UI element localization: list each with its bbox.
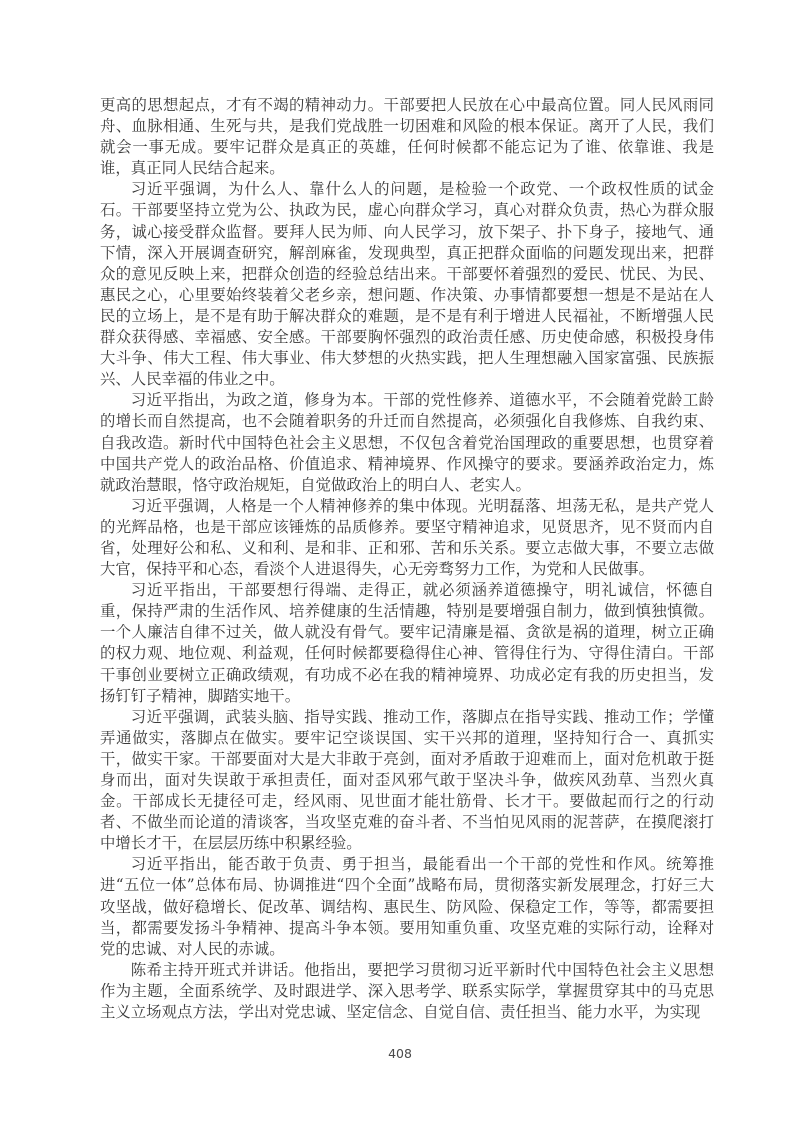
paragraph: 陈希主持开班式并讲话。他指出，要把学习贯彻习近平新时代中国特色社会主义思想作为主题，全面系统学、及时跟进学、深入思考学、联系实际学，掌握贯穿其中的马克思主义立场观点方法，学出对党忠诚、坚定信念、自觉自信、责任担当、能力水平，为实现 xyxy=(100,960,714,1022)
paragraph: 习近平指出，为政之道，修身为本。干部的党性修养、道德水平，不会随着党龄工龄的增长而自然提高，也不会随着职务的升迁而自然提高，必须强化自我修炼、自我约束、自我改造。新时代中国特色社会主义思想，不仅包含着党治国理政的重要思想，也贯穿着中国共产党人的政治品格、价值追求、精神境界、作风操守的要求。要涵养政治定力，炼就政治慧眼，恪守政治规矩，自觉做政治上的明白人、老实人。 xyxy=(100,391,714,494)
paragraph: 习近平强调，为什么人、靠什么人的问题，是检验一个政党、一个政权性质的试金石。干部要坚持立党为公、执政为民，虚心向群众学习，真心对群众负责，热心为群众服务，诚心接受群众监督。要拜人民为师、向人民学习，放下架子、扑下身子，接地气、通下情，深入开展调查研究，解剖麻雀，发现典型，真正把群众面临的问题发现出来，把群众的意见反映上来，把群众创造的经验总结出来。干部要怀着强烈的爱民、忧民、为民、惠民之心，心里要始终装着父老乡亲，想问题、作决策、办事情都要想一想是不是站在人民的立场上，是不是有助于解决群众的难题，是不是有利于增进人民福祉，不断增强人民群众获得感、幸福感、安全感。干部要胸怀强烈的政治责任感、历史使命感，积极投身伟大斗争、伟大工程、伟大事业、伟大梦想的火热实践，把人生理想融入国家富强、民族振兴、人民幸福的伟业之中。 xyxy=(100,180,714,389)
paragraph: 习近平强调，武装头脑、指导实践、推动工作，落脚点在指导实践、推动工作；学懂弄通做实，落脚点在做实。要牢记空谈误国、实干兴邦的道理，坚持知行合一、真抓实干，做实干家。干部要面对大是大非敢于亮剑，面对矛盾敢于迎难而上，面对危机敢于挺身而出，面对失误敢于承担责任，面对歪风邪气敢于坚决斗争，做疾风劲草、当烈火真金。干部成长无捷径可走，经风雨、见世面才能壮筋骨、长才干。要做起而行之的行动者、不做坐而论道的清谈客，当攻坚克难的奋斗者、不当怕见风雨的泥菩萨，在摸爬滚打中增长才干，在层层历练中积累经验。 xyxy=(100,707,714,853)
paragraph: 习近平指出，干部要想行得端、走得正，就必须涵养道德操守，明礼诚信，怀德自重，保持严肃的生活作风、培养健康的生活情趣，特别是要增强自制力，做到慎独慎微。一个人廉洁自律不过关，做人就没有骨气。要牢记清廉是福、贪欲是祸的道理，树立正确的权力观、地位观、利益观，任何时候都要稳得住心神、管得住行为、守得住清白。干部干事创业要树立正确政绩观，有功成不必在我的精神境界、功成必定有我的历史担当，发扬钉钉子精神，脚踏实地干。 xyxy=(100,581,714,705)
page-number: 408 xyxy=(388,1046,412,1061)
paragraph: 习近平指出，能否敢于负责、勇于担当，最能看出一个干部的党性和作风。统筹推进“五位一体”总体布局、协调推进“四个全面”战略布局，贯彻落实新发展理念，打好三大攻坚战，做好稳增长、促改革、调结构、惠民生、防风险、保稳定工作，等等，都需要担当，都需要发扬斗争精神、提高斗争本领。要用知重负重、攻坚克难的实际行动，诠释对党的忠诚、对人民的赤诚。 xyxy=(100,855,714,958)
page-text-block xyxy=(100,95,714,1023)
paragraph: 更高的思想起点，才有不竭的精神动力。干部要把人民放在心中最高位置。同人民风雨同舟、血脉相通、生死与共，是我们党战胜一切困难和风险的根本保证。离开了人民，我们就会一事无成。要牢记群众是真正的英雄，任何时候都不能忘记为了谁、依靠谁、我是谁，真正同人民结合起来。 xyxy=(100,96,714,178)
paragraph: 习近平强调，人格是一个人精神修养的集中体现。光明磊落、坦荡无私，是共产党人的光辉品格，也是干部应该锤炼的品质修养。要坚守精神追求，见贤思齐，见不贤而内自省，处理好公和私、义和利、是和非、正和邪、苦和乐关系。要立志做大事，不要立志做大官，保持平和心态，看淡个人进退得失，心无旁骛努力工作，为党和人民做事。 xyxy=(100,496,714,579)
